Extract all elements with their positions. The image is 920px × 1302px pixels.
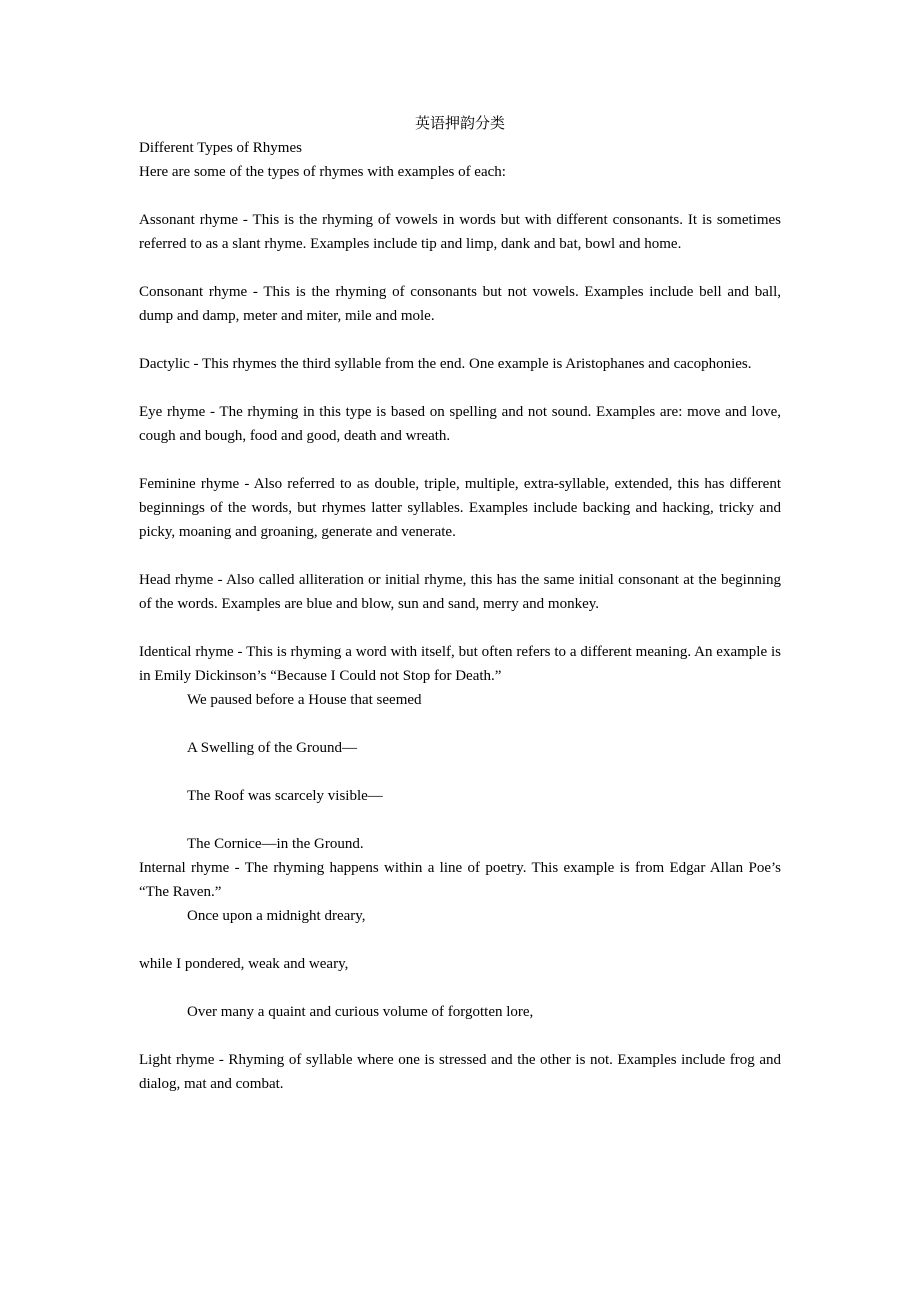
poem-line: Once upon a midnight dreary,: [187, 908, 366, 924]
poem-line: The Roof was scarcely visible—: [187, 788, 383, 804]
spacer: [139, 448, 781, 472]
spacer: [139, 712, 781, 736]
document-heading: Different Types of Rhymes: [139, 140, 302, 156]
spacer: [139, 928, 781, 952]
spacer: [139, 1024, 781, 1048]
light-rhyme-paragraph: Light rhyme - Rhyming of syllable where one is stressed and the other is not. Examples include frog and dialog, mat and combat.: [139, 1052, 781, 1092]
spacer: [139, 616, 781, 640]
internal-rhyme-paragraph: Internal rhyme - The rhyming happens within a line of poetry. This example is from Edgar Allan Poe’s “The Raven.”: [139, 860, 781, 900]
intro-paragraph: Here are some of the types of rhymes with examples of each:: [139, 164, 506, 180]
spacer: [139, 256, 781, 280]
assonant-paragraph: Assonant rhyme - This is the rhyming of vowels in words but with different consonants. It is sometimes referred to as a slant rhyme. Examples include tip and limp, dank and bat, bowl and home.: [139, 212, 781, 252]
poem-line: while I pondered, weak and weary,: [139, 956, 349, 972]
spacer: [139, 976, 781, 1000]
spacer: [139, 544, 781, 568]
spacer: [139, 808, 781, 832]
spacer: [139, 376, 781, 400]
head-rhyme-paragraph: Head rhyme - Also called alliteration or initial rhyme, this has the same initial consonant at the beginning of the words. Examples are blue and blow, sun and sand, merry and monkey.: [139, 572, 781, 612]
feminine-rhyme-paragraph: Feminine rhyme - Also referred to as double, triple, multiple, extra-syllable, extended, this has different beginnings of the words, but rhymes latter syllables. Examples include backing and hacking, tricky and picky, moaning and groaning, generate and venerate.: [139, 476, 781, 540]
eye-rhyme-paragraph: Eye rhyme - The rhyming in this type is based on spelling and not sound. Examples are: move and love, cough and bough, food and good, death and wreath.: [139, 404, 781, 444]
document-title: 英语押韵分类: [414, 116, 505, 132]
spacer: [139, 184, 781, 208]
poem-line: Over many a quaint and curious volume of forgotten lore,: [187, 1004, 534, 1020]
document-page: [139, 112, 781, 1096]
poem-line: The Cornice—in the Ground.: [187, 836, 364, 852]
poem-line: A Swelling of the Ground—: [187, 740, 357, 756]
spacer: [139, 328, 781, 352]
poem-line: We paused before a House that seemed: [187, 692, 422, 708]
identical-rhyme-paragraph: Identical rhyme - This is rhyming a word with itself, but often refers to a different meaning. An example is in Emily Dickinson’s “Because I Could not Stop for Death.”: [139, 644, 781, 684]
consonant-paragraph: Consonant rhyme - This is the rhyming of consonants but not vowels. Examples include bell and ball, dump and damp, meter and miter, mile and mole.: [139, 284, 781, 324]
spacer: [139, 760, 781, 784]
dactylic-paragraph: Dactylic - This rhymes the third syllable from the end. One example is Aristophanes and cacophonies.: [139, 356, 752, 372]
